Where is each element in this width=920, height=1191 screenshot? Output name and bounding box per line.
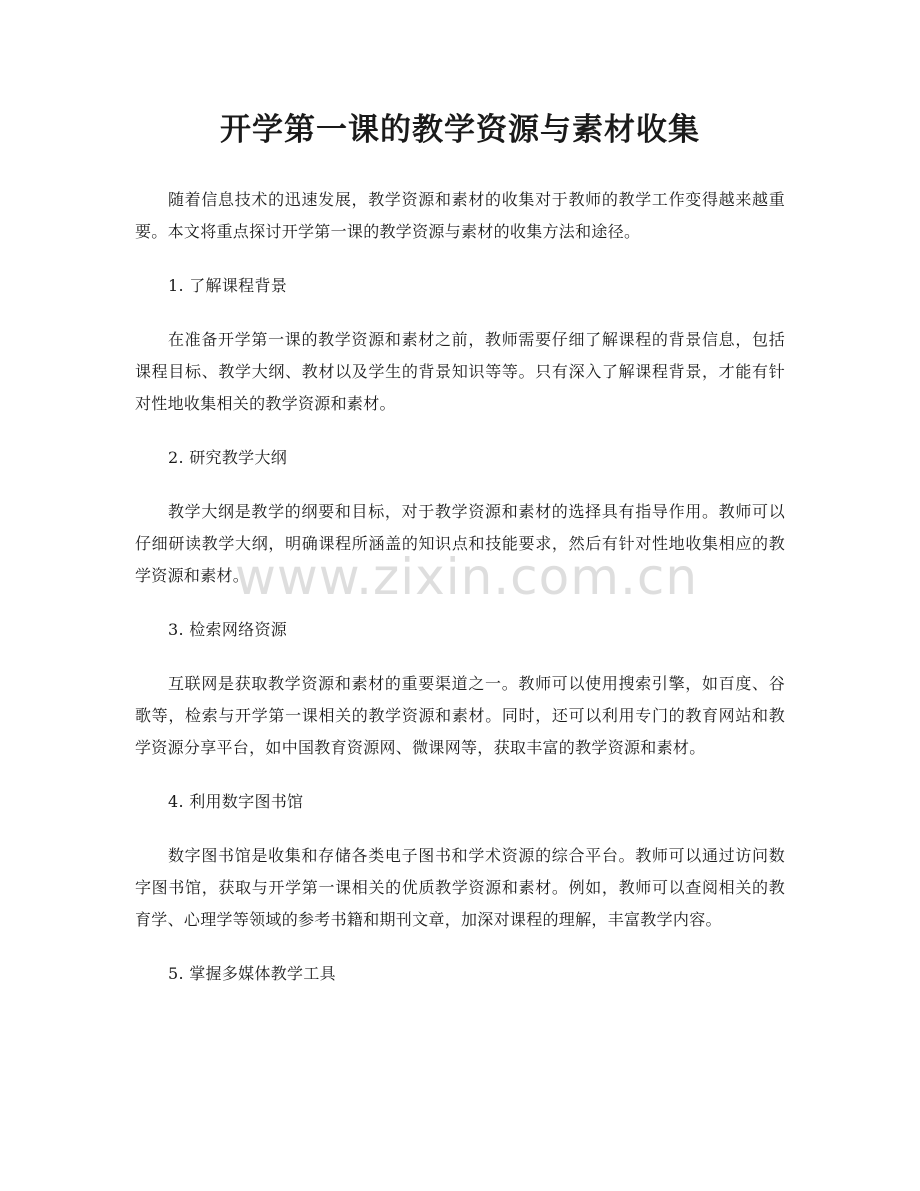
section-body-3: 互联网是获取教学资源和素材的重要渠道之一。教师可以使用搜索引擎，如百度、谷歌等，检索与开学第一课相关的教学资源和素材。同时，还可以利用专门的教育网站和教学资源分享平台，如中国教育资源网、微课网等，获取丰富的教学资源和素材。 — [135, 674, 785, 757]
section-heading-4: 4. 利用数字图书馆 — [168, 792, 304, 811]
document-body — [135, 184, 785, 1012]
section-heading-5: 5. 掌握多媒体教学工具 — [168, 964, 336, 983]
intro-paragraph: 随着信息技术的迅速发展，教学资源和素材的收集对于教师的教学工作变得越来越重要。本文将重点探讨开学第一课的教学资源与素材的收集方法和途径。 — [135, 190, 785, 241]
section-body-4: 数字图书馆是收集和存储各类电子图书和学术资源的综合平台。教师可以通过访问数字图书馆，获取与开学第一课相关的优质教学资源和素材。例如，教师可以查阅相关的教育学、心理学等领域的参考书籍和期刊文章，加深对课程的理解，丰富教学内容。 — [135, 846, 785, 929]
document-title: 开学第一课的教学资源与素材收集 — [220, 112, 700, 148]
section-heading-3: 3. 检索网络资源 — [168, 620, 288, 639]
section-heading-2: 2. 研究教学大纲 — [168, 448, 288, 467]
section-body-1: 在准备开学第一课的教学资源和素材之前，教师需要仔细了解课程的背景信息，包括课程目标、教学大纲、教材以及学生的背景知识等等。只有深入了解课程背景，才能有针对性地收集相关的教学资源和素材。 — [135, 330, 785, 413]
section-body-2: 教学大纲是教学的纲要和目标，对于教学资源和素材的选择具有指导作用。教师可以仔细研读教学大纲，明确课程所涵盖的知识点和技能要求，然后有针对性地收集相应的教学资源和素材。 — [135, 502, 785, 585]
section-heading-1: 1. 了解课程背景 — [168, 276, 288, 295]
watermark: www.zixin.com.cn — [235, 548, 699, 606]
